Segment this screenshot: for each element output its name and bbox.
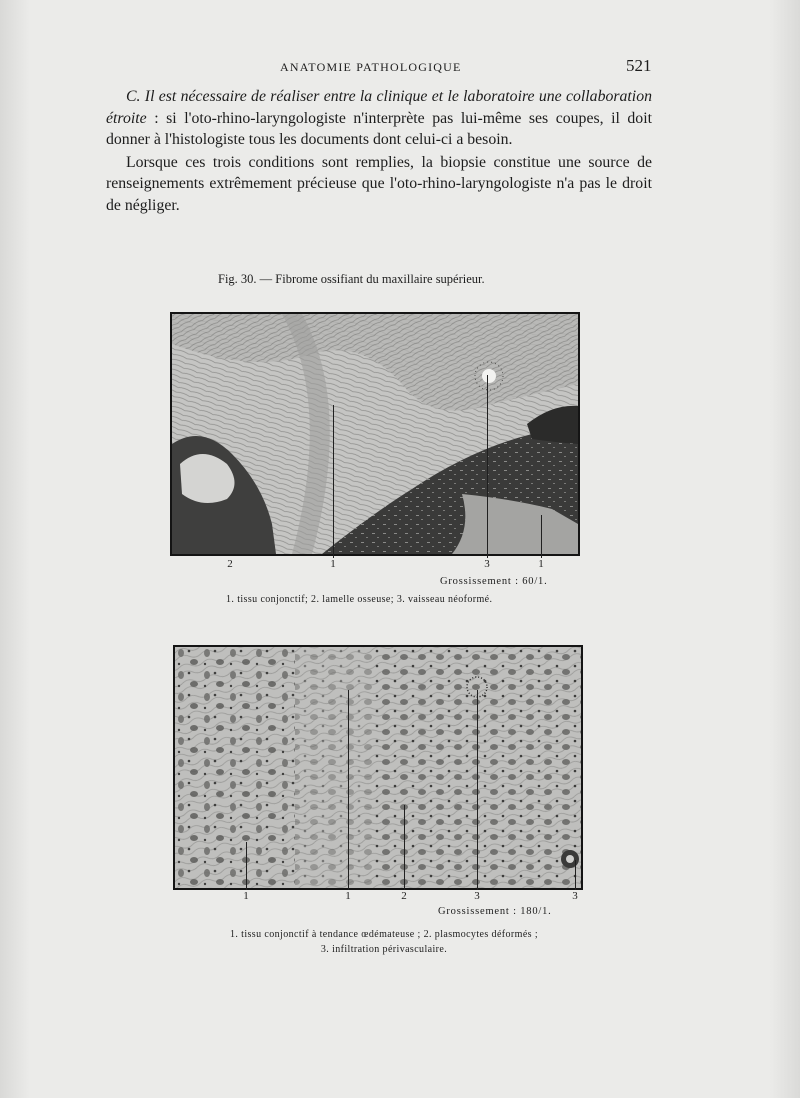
label-top-1b: 1 <box>538 558 544 570</box>
paragraph-c-rest: : si l'oto-rhino-laryngologiste n'interprète pas lui-même ses coupes, il doit donner à l'histologiste tous les documents dont celui-ci a besoin. <box>106 109 652 148</box>
body-text <box>106 86 652 216</box>
label-top-2: 2 <box>227 558 233 570</box>
label-bottom-3b: 3 <box>572 890 578 902</box>
leader-top-1b <box>541 515 542 558</box>
label-bottom-2: 2 <box>401 890 407 902</box>
micrograph-bottom-illustration <box>175 647 581 888</box>
leader-bottom-1b <box>348 690 349 890</box>
leader-bottom-3a <box>477 690 478 890</box>
micrograph-bottom <box>173 645 583 890</box>
legend-top: 1. tissu conjonctif; 2. lamelle osseuse; 3. vaisseau néoformé. <box>226 594 493 605</box>
leader-bottom-3b <box>575 860 576 890</box>
page-number: 521 <box>626 56 652 75</box>
label-top-3: 3 <box>484 558 490 570</box>
legend-bottom-line2: 3. infiltration périvasculaire. <box>320 944 448 955</box>
paragraph-c-lead: C. Il est nécessaire de réaliser entre la clinique et le laboratoire une collaboration étroite <box>106 88 652 127</box>
label-bottom-3a: 3 <box>474 890 480 902</box>
leader-top-3 <box>487 375 488 558</box>
running-title: ANATOMIE PATHOLOGIQUE <box>280 60 462 74</box>
micrograph-top-illustration <box>172 314 578 554</box>
leader-top-1a <box>333 405 334 558</box>
legend-bottom <box>184 927 584 957</box>
label-top-1a: 1 <box>330 558 336 570</box>
magnification-top: Grossissement : 60/1. <box>440 576 548 587</box>
magnification-bottom: Grossissement : 180/1. <box>438 906 552 917</box>
label-bottom-1a: 1 <box>243 890 249 902</box>
leader-bottom-1a <box>246 842 247 890</box>
label-bottom-1b: 1 <box>345 890 351 902</box>
figure-caption: Fig. 30. — Fibrome ossifiant du maxillaire supérieur. <box>218 272 485 286</box>
leader-bottom-2 <box>404 805 405 890</box>
legend-bottom-line1: 1. tissu conjonctif à tendance œdémateuse ; 2. plasmocytes déformés ; <box>229 929 539 940</box>
paragraph-conclusion: Lorsque ces trois conditions sont remplies, la biopsie constitue une source de renseignements extrêmement précieuse que l'oto-rhino-laryngologiste n'a pas le droit de négliger. <box>106 153 652 214</box>
running-head <box>0 56 800 80</box>
paragraph-c <box>106 86 652 151</box>
micrograph-top <box>170 312 580 556</box>
